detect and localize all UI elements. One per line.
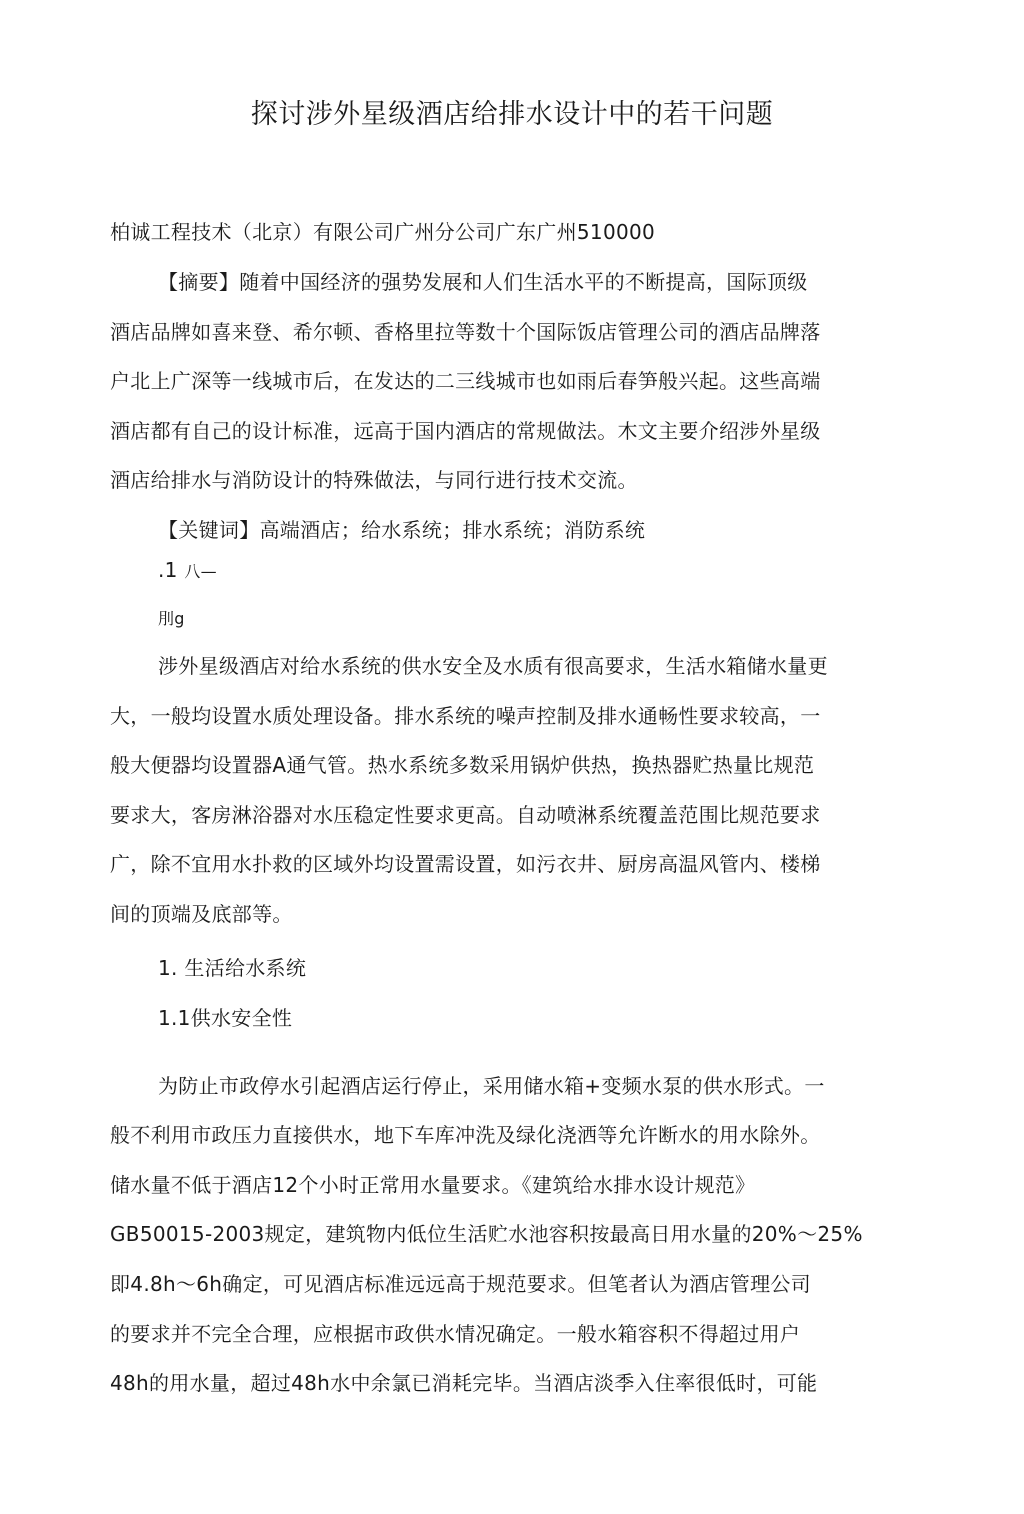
intro-line: 涉外星级酒店对给水系统的供水安全及水质有很高要求，生活水箱储水量更 — [158, 654, 828, 678]
intro-line: 般大便器均设置器A通气管。热水系统多数采用锅炉供热，换热器贮热量比规范 — [110, 753, 815, 777]
abstract-line: 酒店品牌如喜来登、希尔顿、香格里拉等数十个国际饭店管理公司的酒店品牌落 — [110, 320, 821, 344]
author-affiliation: 柏诚工程技术（北京）有限公司广州分公司广东广州510000 — [110, 220, 656, 244]
intro-heading-fragment-a: 八— — [184, 562, 217, 581]
body-line: 48h的用水量，超过48h水中余氯已消耗完毕。当酒店淡季入住率很低时，可能 — [110, 1371, 818, 1395]
body-line: 即4.8h～6h确定，可见酒店标准远远高于规范要求。但笔者认为酒店管理公司 — [110, 1272, 811, 1296]
body-line: GB50015-2003规定，建筑物内低位生活贮水池容积按最高日用水量的20%～25% — [110, 1222, 863, 1246]
intro-line: 要求大，客房淋浴器对水压稳定性要求更高。自动喷淋系统覆盖范围比规范要求 — [110, 803, 821, 827]
abstract-line: 户北上广深等一线城市后，在发达的二三线城市也如雨后春笋般兴起。这些高端 — [110, 369, 821, 393]
abstract-line: 【摘要】随着中国经济的强势发展和人们生活水平的不断提高，国际顶级 — [158, 270, 808, 294]
abstract-line: 酒店给排水与消防设计的特殊做法，与同行进行技术交流。 — [110, 468, 638, 492]
intro-line: 广，除不宜用水扑救的区域外均设置需设置，如污衣井、厨房高温风管内、楼梯 — [110, 852, 821, 876]
body-line: 储水量不低于酒店12个小时正常用水量要求。《建筑给水排水设计规范》 — [110, 1173, 756, 1197]
intro-heading-fragment-b: 刖g — [158, 609, 185, 628]
abstract-line: 酒店都有自己的设计标准，远高于国内酒店的常规做法。木文主要介绍涉外星级 — [110, 419, 821, 443]
intro-heading-number: .1 — [158, 558, 178, 582]
section-heading-1-1: 1.1供水安全性 — [158, 1006, 293, 1030]
section-heading-1: 1. 生活给水系统 — [158, 956, 307, 980]
intro-line: 间的顶端及底部等。 — [110, 902, 293, 926]
body-line: 般不利用市政压力直接供水，地下车库冲洗及绿化浇洒等允许断水的用水除外。 — [110, 1123, 821, 1147]
body-line: 为防止市政停水引起酒店运行停止，采用储水箱+变频水泵的供水形式。一 — [158, 1074, 825, 1098]
body-line: 的要求并不完全合理，应根据市政供水情况确定。一般水箱容积不得超过用户 — [110, 1322, 801, 1346]
document-title: 探讨涉外星级酒店给排水设计中的若干问题 — [250, 99, 774, 130]
keywords: 【关键词】高端酒店；给水系统；排水系统；消防系统 — [158, 518, 646, 542]
intro-line: 大，一般均设置水质处理设备。排水系统的噪声控制及排水通畅性要求较高，一 — [110, 704, 821, 728]
intro-heading-line-1 — [158, 556, 217, 586]
